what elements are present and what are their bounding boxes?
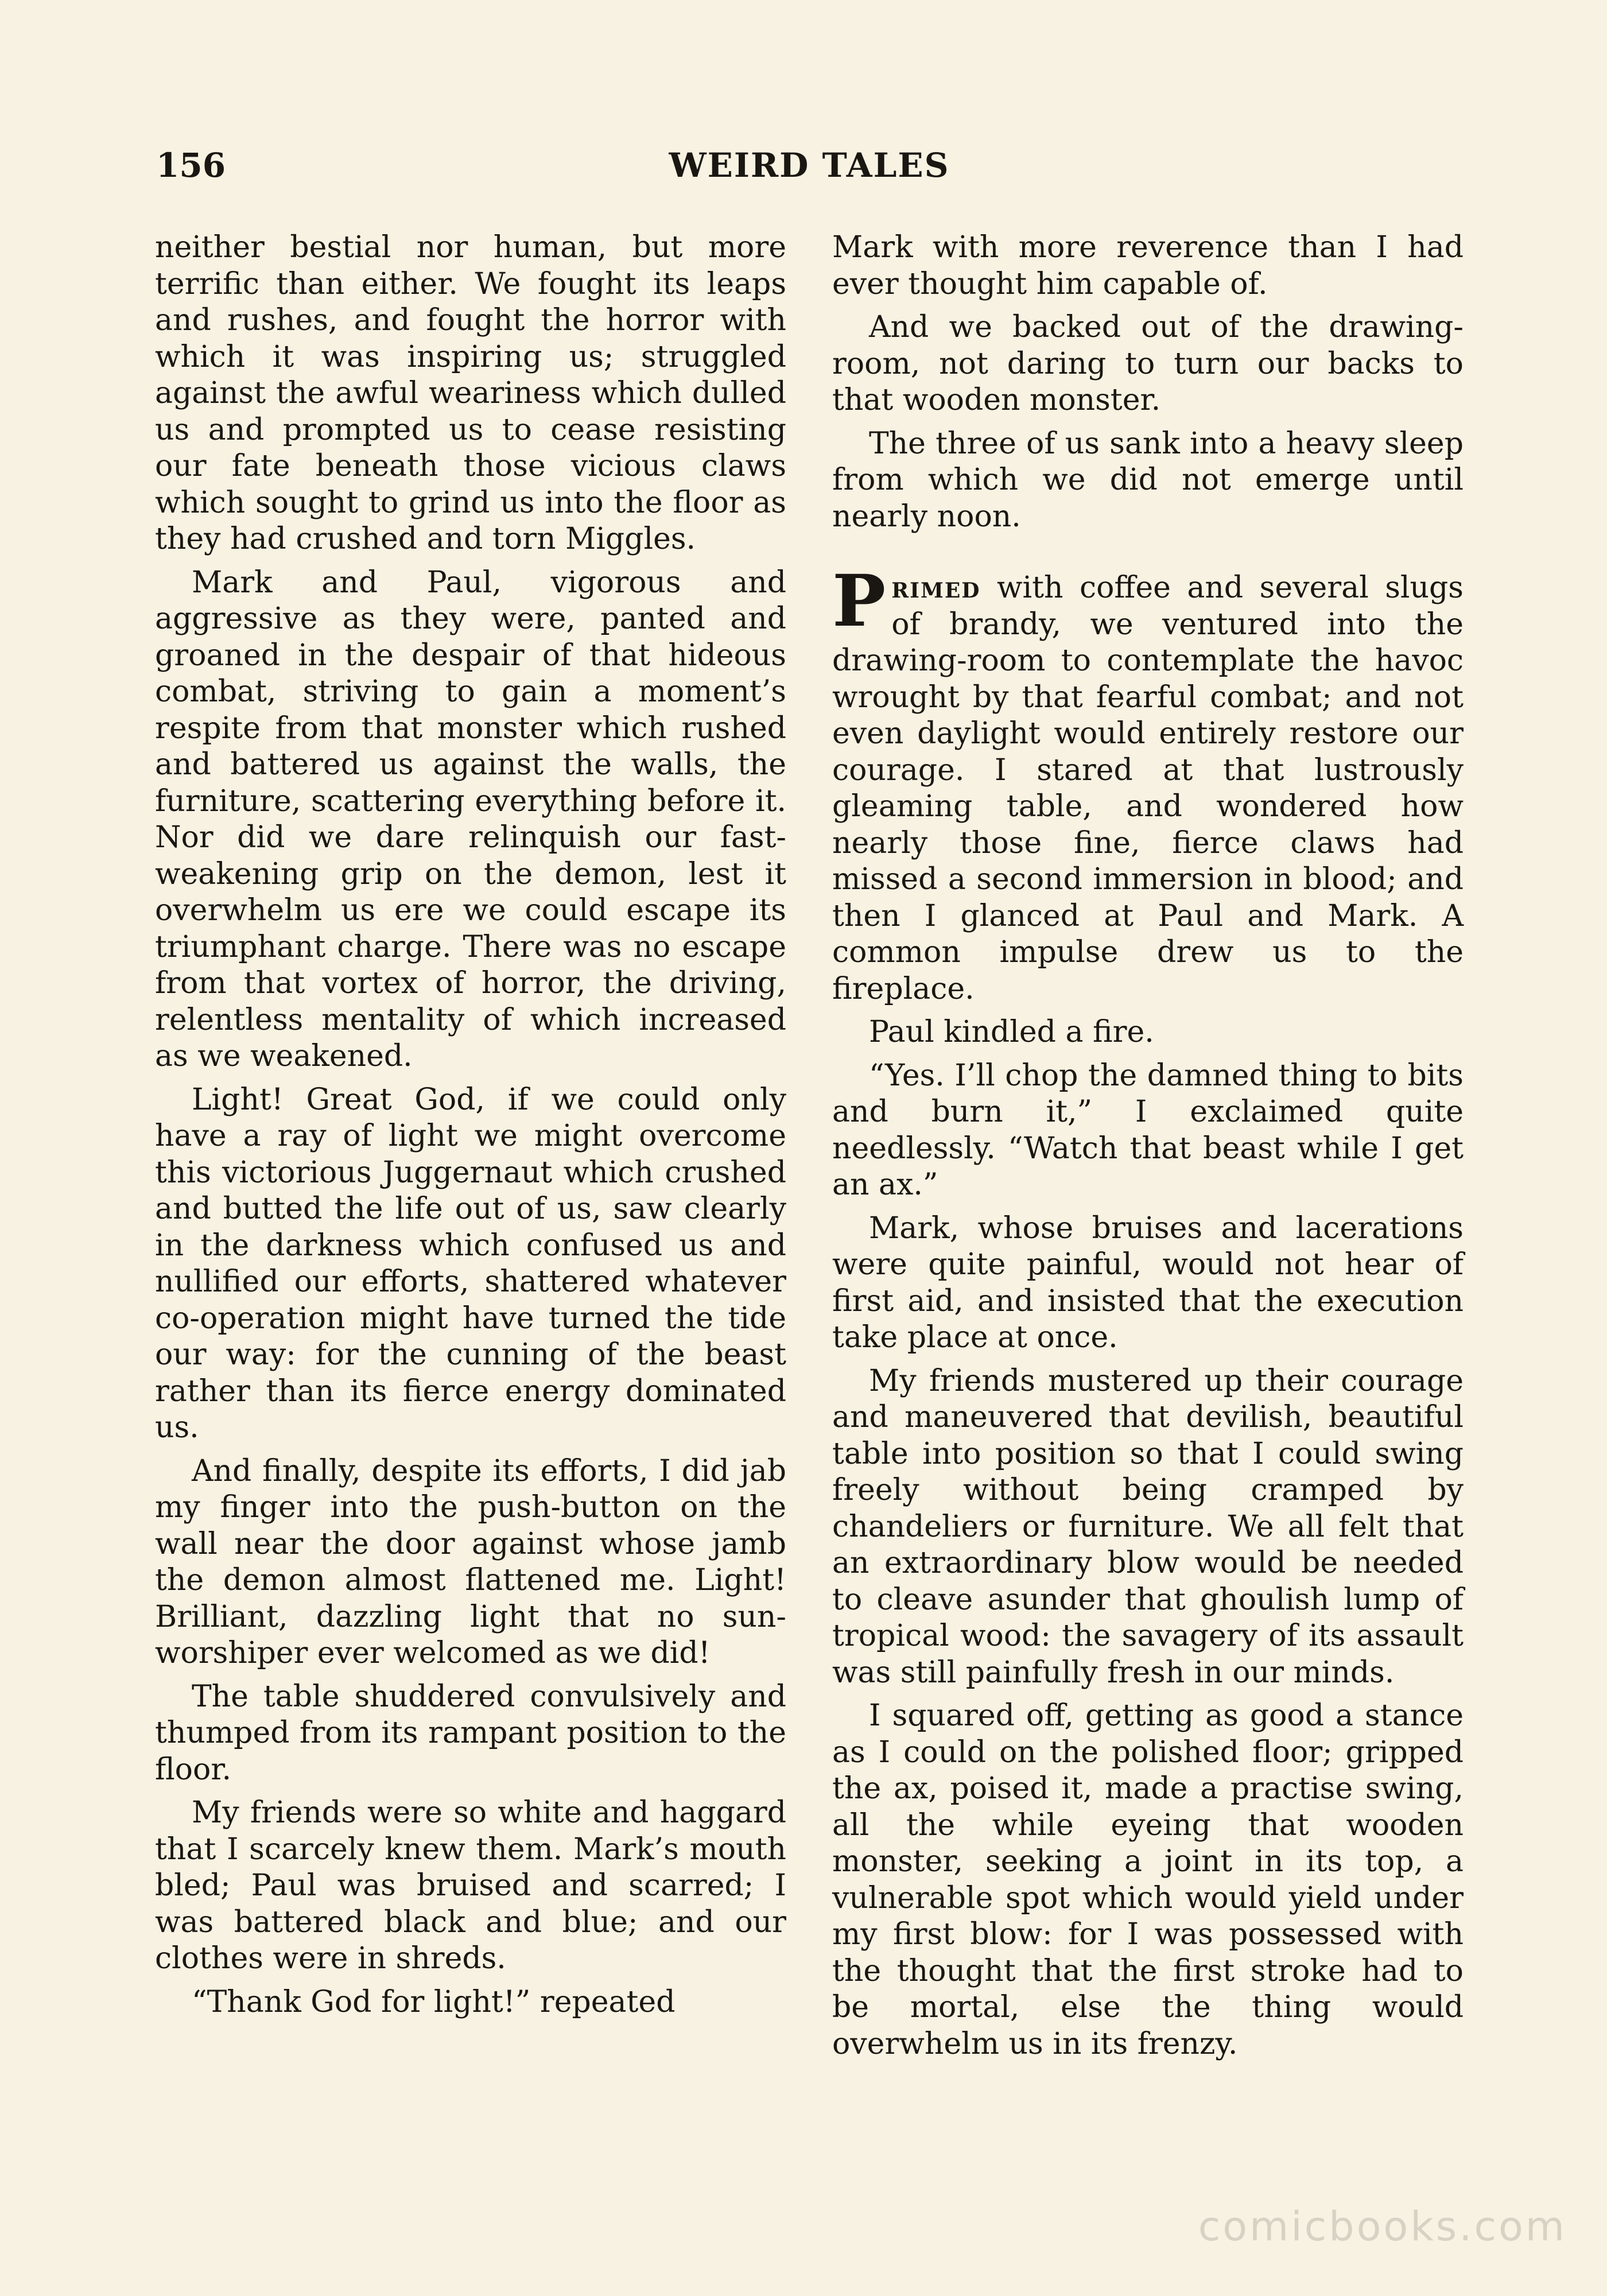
- watermark-text: comicbooks.com: [1198, 2203, 1567, 2250]
- paragraph-text: with coffee and several slugs of brandy, we ventured into the drawing-room to contemplate the havoc wrought by that fearful combat; and not even daylight would entirely restore our courage. I stared at that lustrously gleaming table, and wondered how nearly those fine, fierce claws had missed a second immersion in blood; and then I glanced at Paul and Mark. A common impulse drew us to the fireplace.: [832, 571, 1464, 1006]
- page-number: 156: [156, 146, 226, 185]
- paragraph: Mark with more reverence than I had ever thought him capable of.: [832, 230, 1464, 301]
- paragraph: My friends were so white and haggard that I scarcely knew them. Mark’s mouth bled; Paul was bruised and scarred; I was battered black and blue; and our clothes were in shreds.: [155, 1795, 786, 1976]
- paragraph: Mark, whose bruises and lacerations were quite painful, would not hear of first aid, and insisted that the execution take place at once.: [832, 1211, 1464, 1355]
- paragraph: neither bestial nor human, but more terrific than either. We fought its leaps and rushes, and fought the horror with which it was inspiring us; struggled against the awful weariness which dulled us and prompted us to cease resisting our fate beneath those vicious claws which sought to grind us into the floor as they had crushed and torn Miggles.: [155, 230, 786, 556]
- paragraph: “Thank God for light!” repeated: [192, 1984, 676, 2019]
- section-opening-paragraph: [832, 560, 1464, 1007]
- paragraph: And finally, despite its efforts, I did jab my finger into the push-button on the wall near the door against whose jamb the demon almost flattened me. Light! Brilliant, dazzling light that no sun-worshiper ever welcomed as we did!: [155, 1453, 786, 1670]
- right-column: [832, 230, 1464, 2069]
- paragraph: “Yes. I’ll chop the damned thing to bits and burn it,” I exclaimed quite needlessly. “Watch that beast while I get an ax.”: [832, 1058, 1464, 1202]
- page-header: [156, 142, 1462, 188]
- paragraph: The table shuddered convulsively and thumped from its rampant position to the floor.: [155, 1679, 786, 1787]
- paragraph: The three of us sank into a heavy sleep from which we did not emerge until nearly noon.: [832, 426, 1464, 534]
- drop-cap: P: [832, 560, 886, 643]
- small-caps-lead: rimed: [891, 570, 981, 605]
- left-column: [155, 230, 786, 2027]
- paragraph: Mark and Paul, vigorous and aggressive as they were, panted and groaned in the despair of that hideous combat, striving to gain a moment’s respite from that monster which rushed and battered us against the walls, the furniture, scattering everything before it. Nor did we dare relinquish our fast-weakening grip on the demon, lest it overwhelm us ere we could escape its triumphant charge. There was no escape from that vortex of horror, the driving, relentless mentality of which increased as we weakened.: [155, 565, 786, 1073]
- paragraph: And we backed out of the drawing-room, not daring to turn our backs to that wooden monster.: [832, 310, 1464, 417]
- paragraph: My friends mustered up their courage and maneuvered that devilish, beautiful table into position so that I could swing freely without being cramped by chandeliers or furniture. We all felt that an extraordinary blow would be needed to cleave asunder that ghoulish lump of tropical wood: the savagery of its assault was still painfully fresh in our minds.: [832, 1363, 1464, 1690]
- paragraph: I squared off, getting as good a stance as I could on the polished floor; gripped the ax, poised it, made a practise swing, all the while eyeing that wooden monster, seeking a joint in its top, a vulnerable spot which would yield under my first blow: for I was possessed with the thought that the first stroke had to be mortal, else the thing would overwhelm us in its frenzy.: [832, 1698, 1464, 2061]
- paragraph: Paul kindled a fire.: [869, 1015, 1154, 1049]
- paragraph: Light! Great God, if we could only have a ray of light we might overcome this victorious Juggernaut which crushed and butted the life out of us, saw clearly in the darkness which confused us and nullified our efforts, shattered whatever co-operation might have turned the tide our way: for the cunning of the beast rather than its fierce energy dominated us.: [155, 1082, 786, 1445]
- running-title: WEIRD TALES: [669, 146, 950, 185]
